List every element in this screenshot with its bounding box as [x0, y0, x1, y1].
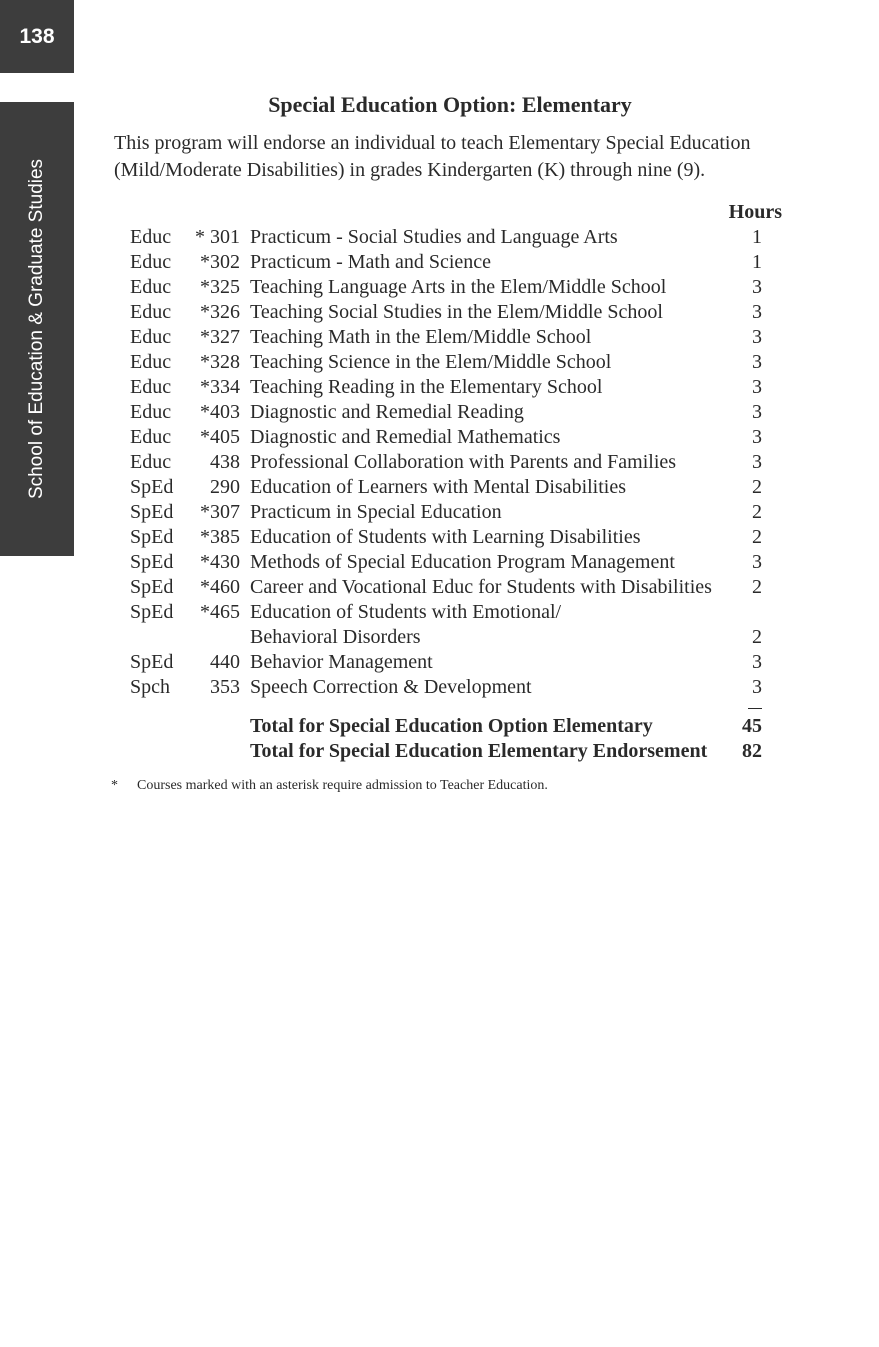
course-hours: [722, 600, 790, 625]
course-number: *326: [200, 301, 240, 323]
course-title: Teaching Reading in the Elementary School: [250, 376, 603, 398]
course-number: *403: [200, 401, 240, 423]
course-dept: Educ: [130, 426, 172, 448]
course-hours: 2: [752, 576, 762, 598]
course-title: Teaching Science in the Elem/Middle School: [250, 351, 612, 373]
course-number: 290: [210, 476, 240, 498]
course-dept: SpEd: [130, 651, 174, 673]
course-dept: SpEd: [130, 526, 174, 548]
course-number: [178, 625, 250, 650]
course-dept: Spch: [130, 676, 170, 698]
course-hours: 3: [752, 451, 762, 473]
course-title: Practicum - Math and Science: [250, 251, 492, 273]
course-number: *302: [200, 251, 240, 273]
table-row: [130, 500, 790, 525]
course-number: *405: [200, 426, 240, 448]
course-title: Practicum in Special Education: [250, 501, 502, 523]
course-hours: 3: [752, 551, 762, 573]
side-tab: [0, 102, 74, 556]
total-hours: 45: [742, 715, 762, 737]
course-dept: SpEd: [130, 476, 174, 498]
course-hours: 2: [752, 501, 762, 523]
footnote-asterisk: *: [111, 778, 118, 793]
hours-column-header: Hours: [728, 201, 782, 223]
course-dept: Educ: [130, 451, 172, 473]
table-row: [130, 250, 790, 275]
course-hours: 2: [752, 526, 762, 548]
course-title: Teaching Math in the Elem/Middle School: [250, 326, 592, 348]
table-row: [130, 550, 790, 575]
sum-rule-row: [130, 700, 790, 714]
course-number: *460: [200, 576, 240, 598]
course-hours: 3: [752, 351, 762, 373]
course-title: Teaching Social Studies in the Elem/Middle School: [250, 301, 663, 323]
course-hours: 3: [752, 676, 762, 698]
course-number: *328: [200, 351, 240, 373]
course-dept: Educ: [130, 276, 172, 298]
course-hours: 3: [752, 401, 762, 423]
course-dept: SpEd: [130, 576, 174, 598]
course-number: * 301: [195, 226, 240, 248]
course-title: Diagnostic and Remedial Mathematics: [250, 426, 561, 448]
course-title: Behavior Management: [250, 651, 433, 673]
course-title: Career and Vocational Educ for Students with Disabilities: [250, 576, 712, 598]
sum-rule-cell: [722, 700, 790, 714]
total-label: Total for Special Education Option Elementary: [250, 715, 653, 737]
total-row: [130, 714, 790, 739]
table-row: [130, 525, 790, 550]
sum-rule-spacer: [130, 700, 722, 714]
total-spacer: [130, 739, 250, 764]
course-number: *327: [200, 326, 240, 348]
course-number: 438: [210, 451, 240, 473]
course-number: *465: [200, 601, 240, 623]
course-title: Professional Collaboration with Parents and Families: [250, 451, 677, 473]
total-hours: 82: [742, 740, 762, 762]
dept-column-header: [130, 200, 178, 225]
table-row: [130, 675, 790, 700]
total-spacer: [130, 714, 250, 739]
table-row: [130, 400, 790, 425]
course-dept: Educ: [130, 226, 172, 248]
table-header-row: [130, 200, 790, 225]
course-title: Teaching Language Arts in the Elem/Middle School: [250, 276, 667, 298]
course-number: 353: [210, 676, 240, 698]
course-hours: 3: [752, 326, 762, 348]
number-column-header: [178, 200, 250, 225]
table-row: [130, 425, 790, 450]
course-dept: Educ: [130, 351, 172, 373]
course-title: Education of Students with Learning Disabilities: [250, 526, 641, 548]
course-title: Speech Correction & Development: [250, 676, 532, 698]
table-row: [130, 350, 790, 375]
footnote-text: Courses marked with an asterisk require admission to Teacher Education.: [137, 778, 548, 793]
course-hours: 2: [752, 626, 762, 648]
course-dept: Educ: [130, 301, 172, 323]
course-title: Diagnostic and Remedial Reading: [250, 401, 524, 423]
course-dept: Educ: [130, 376, 172, 398]
course-number: *307: [200, 501, 240, 523]
course-number: *385: [200, 526, 240, 548]
table-row: [130, 325, 790, 350]
course-hours: 3: [752, 651, 762, 673]
course-title: Education of Learners with Mental Disabilities: [250, 476, 627, 498]
course-dept: SpEd: [130, 601, 174, 623]
sum-rule: [748, 708, 762, 709]
table-row: [130, 575, 790, 600]
footnote: [111, 778, 548, 794]
course-title: Practicum - Social Studies and Language Arts: [250, 226, 618, 248]
course-title: Methods of Special Education Program Management: [250, 551, 675, 573]
course-number: *430: [200, 551, 240, 573]
course-hours: 3: [752, 426, 762, 448]
table-row: [130, 300, 790, 325]
table-row: [130, 275, 790, 300]
page-title: Special Education Option: Elementary: [268, 92, 632, 117]
title-column-header: [250, 200, 722, 225]
table-row: [130, 625, 790, 650]
course-table: [130, 200, 790, 764]
course-hours: 3: [752, 376, 762, 398]
table-row: [130, 600, 790, 625]
total-label: Total for Special Education Elementary Endorsement: [250, 740, 708, 762]
course-number: *334: [200, 376, 240, 398]
table-row: [130, 375, 790, 400]
table-row: [130, 225, 790, 250]
course-number: 440: [210, 651, 240, 673]
course-hours: 1: [752, 251, 762, 273]
side-tab-label: School of Education & Graduate Studies: [26, 158, 47, 500]
course-dept: Educ: [130, 401, 172, 423]
course-hours: 1: [752, 226, 762, 248]
course-hours: 2: [752, 476, 762, 498]
course-title: Education of Students with Emotional/: [250, 601, 562, 623]
course-hours: 3: [752, 276, 762, 298]
table-row: [130, 450, 790, 475]
course-dept: SpEd: [130, 551, 174, 573]
course-hours: 3: [752, 301, 762, 323]
course-dept: [130, 625, 178, 650]
course-dept: Educ: [130, 326, 172, 348]
course-title: Behavioral Disorders: [250, 626, 421, 648]
course-number: *325: [200, 276, 240, 298]
course-dept: Educ: [130, 251, 172, 273]
course-dept: SpEd: [130, 501, 174, 523]
total-row: [130, 739, 790, 764]
table-row: [130, 650, 790, 675]
table-row: [130, 475, 790, 500]
intro-paragraph: This program will endorse an individual to teach Elementary Special Education (Mild/Moderate Disabilities) in grades Kindergarten (K) through nine (9).: [114, 132, 751, 181]
page-number: 138: [0, 0, 74, 73]
